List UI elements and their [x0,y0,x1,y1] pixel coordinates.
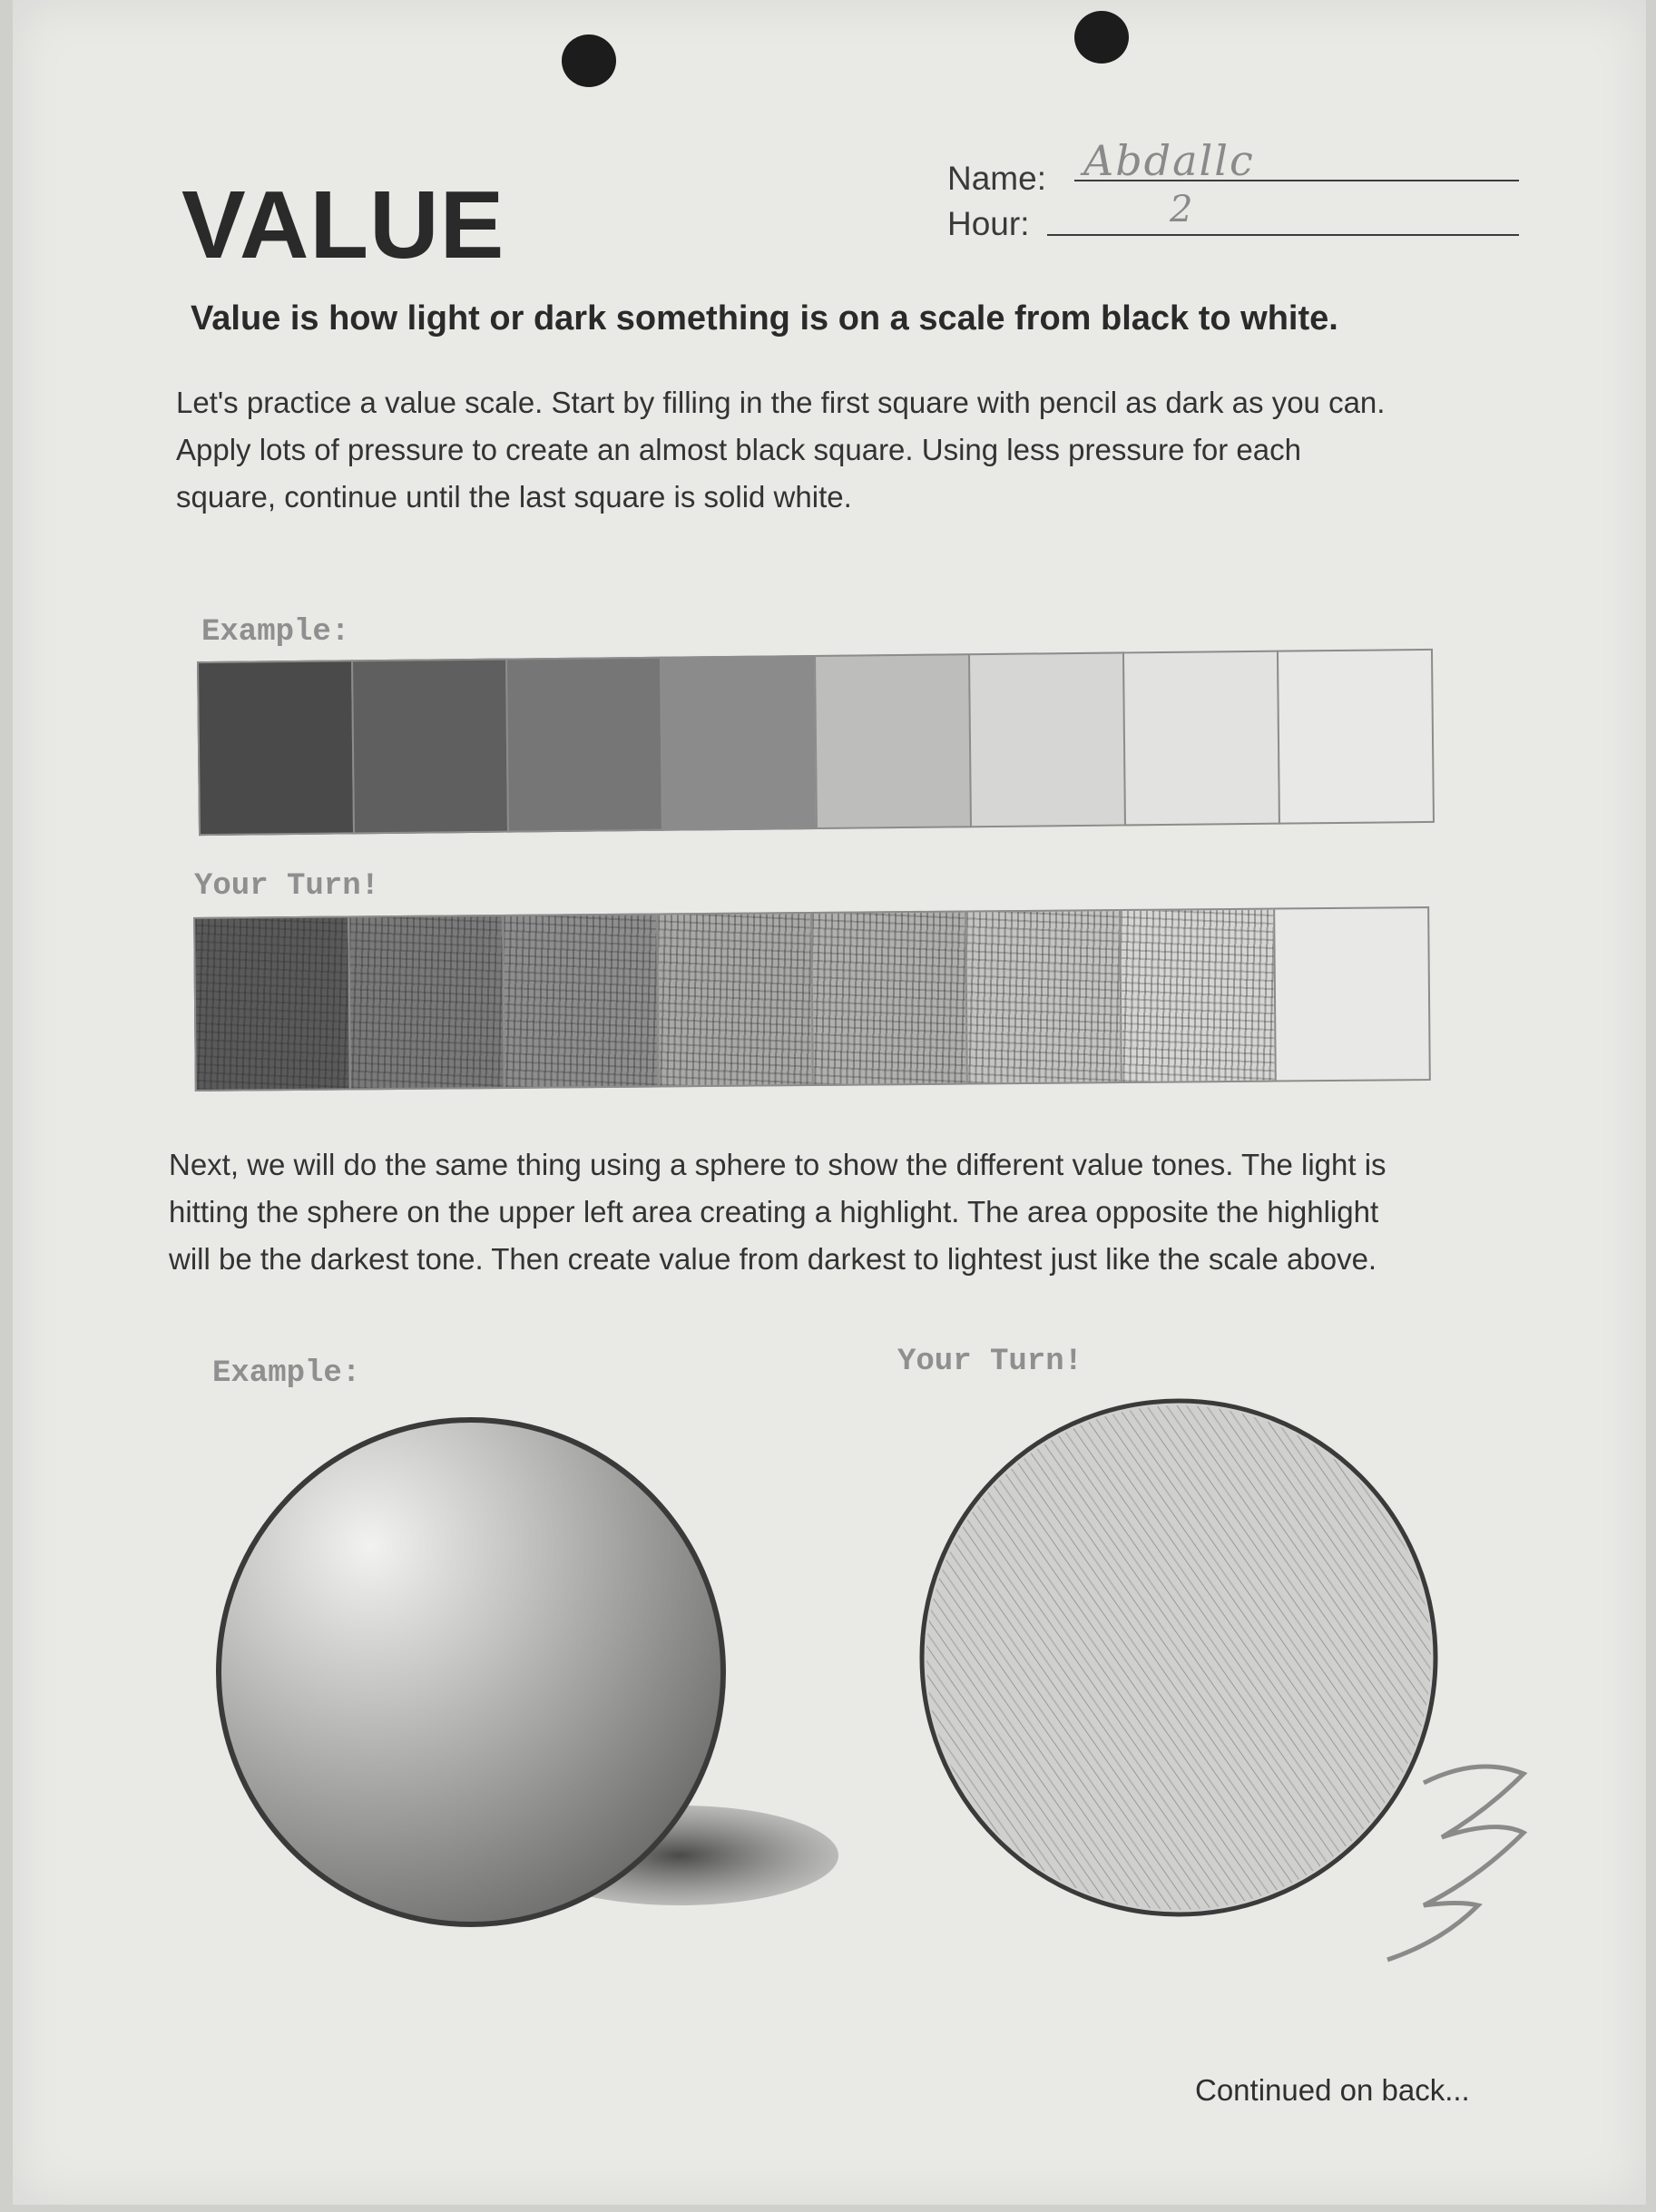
example-sphere [219,1420,723,1924]
scale-your-turn-label: Your Turn! [194,869,380,904]
sphere-example-label: Example: [212,1356,361,1391]
name-handwriting: Abdallc [1083,136,1255,185]
continued-on-back: Continued on back... [1195,2073,1470,2107]
worksheet-page [13,0,1646,2205]
instructions-line: square, continue until the last square is solid white. [176,480,852,514]
instructions-line: will be the darkest tone. Then create value from darkest to lightest just like the scale above. [169,1242,1377,1276]
student-sphere-shading [926,1405,1431,1910]
value-definition: Value is how light or dark something is on a scale from black to white. [191,299,1338,338]
hour-label: Hour: [947,205,1030,242]
sphere-your-turn-label: Your Turn! [897,1345,1083,1379]
hour-handwriting: 2 [1170,189,1195,230]
instructions-line: hitting the sphere on the upper left area creating a highlight. The area opposite the highlight [169,1195,1379,1228]
instructions-line: Next, we will do the same thing using a sphere to show the different value tones. The light is [169,1148,1387,1181]
student-shadow-scribble [1387,1767,1524,1960]
worksheet-title: VALUE [181,171,505,279]
instructions-line: Apply lots of pressure to create an almost black square. Using less pressure for each [176,433,1301,466]
scale-example-label: Example: [201,615,350,650]
sphere-drawings [13,0,1646,2205]
name-label: Name: [947,160,1046,197]
instructions-line: Let's practice a value scale. Start by filling in the first square with pencil as dark as you can. [176,386,1386,419]
